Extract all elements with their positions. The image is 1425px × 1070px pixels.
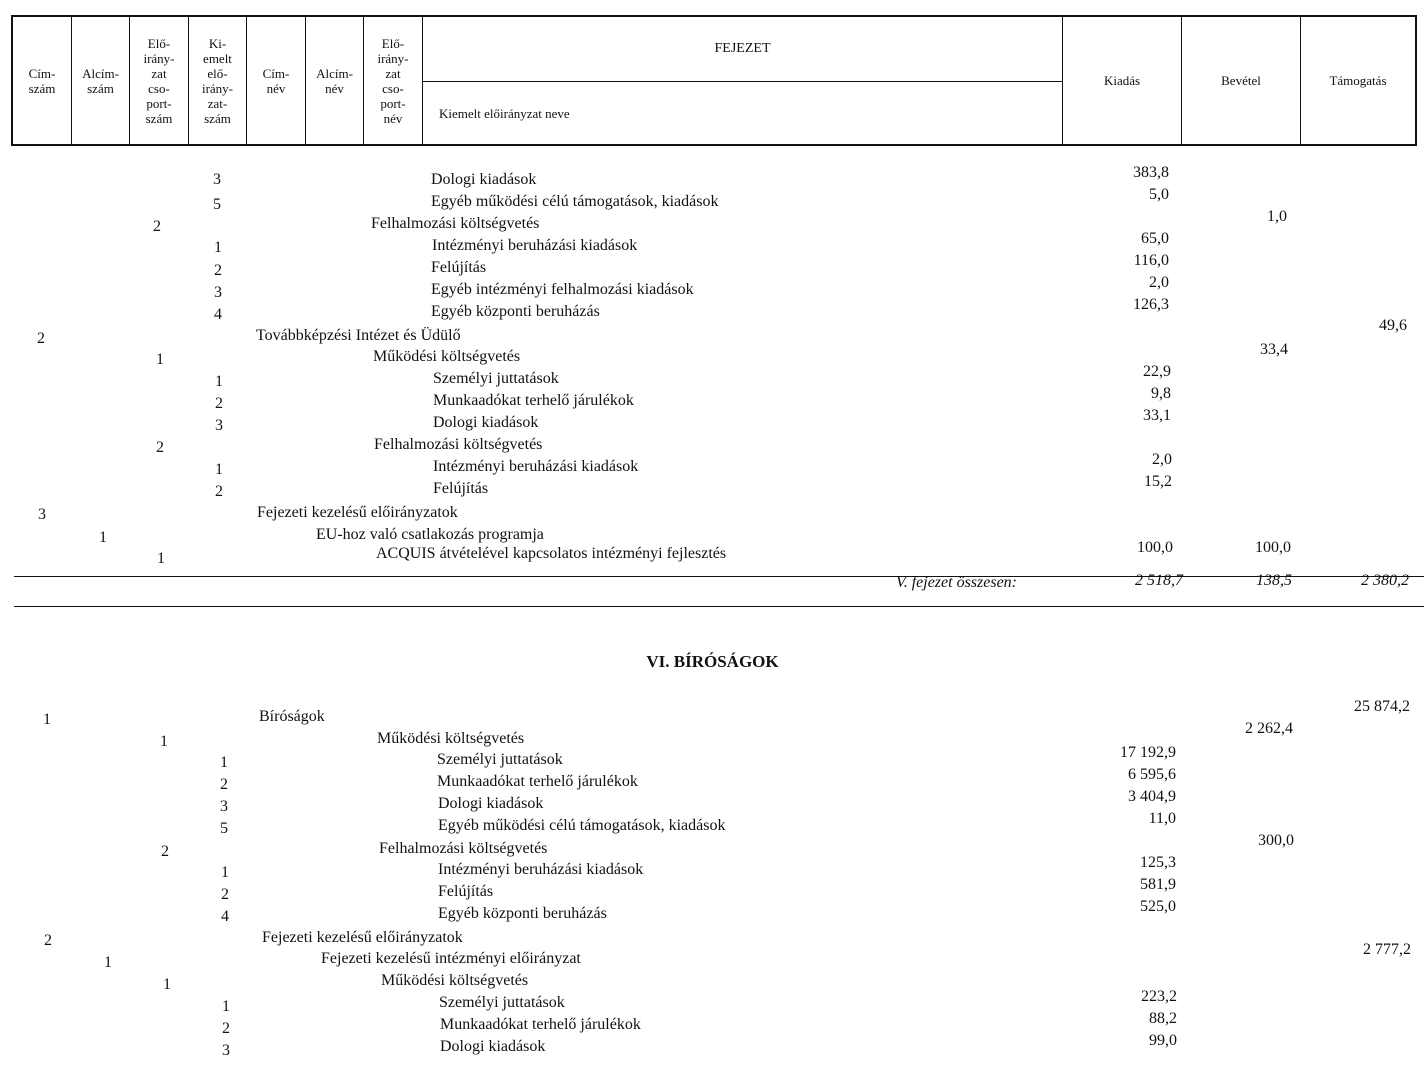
row-number: 2 [215,483,223,500]
row-bevetel: 33,4 [1260,341,1288,358]
row-label: Fejezeti kezelésű előirányzatok [257,504,458,521]
row-kiadas: 99,0 [1149,1032,1177,1049]
row-label: Felhalmozási költségvetés [374,436,543,453]
row-number: 1 [99,529,107,546]
row-number: 1 [222,998,230,1015]
row-label: Működési költségvetés [381,972,529,989]
table-row [0,186,1425,215]
row-label: Felhalmozási költségvetés [379,840,548,857]
divider-line [14,606,1424,607]
row-number: 3 [215,417,223,434]
row-label: ACQUIS átvételével kapcsolatos intézményi fejlesztés [376,545,727,562]
table-row [0,698,1425,730]
table-row [0,876,1425,905]
table-row [0,451,1425,480]
row-number: 2 [221,886,229,903]
table-row [0,230,1425,259]
header-alcimnev: Alcím- név [306,17,364,144]
row-number: 2 [220,776,228,793]
row-number: 4 [221,908,229,925]
row-kiadas: 6 595,6 [1128,766,1176,783]
total-kiadas: 2 518,7 [1135,572,1183,589]
row-kiadas: 223,2 [1141,988,1177,1005]
table-row [0,832,1425,862]
table-row [0,504,1425,526]
header-cimnev: Cím- név [247,17,306,144]
header-eloiranyzat-csoport-nev: Elő- irány- zat cso- port- név [364,17,423,144]
row-number: 2 [153,218,161,235]
row-number: 1 [221,864,229,881]
row-kiadas: 525,0 [1140,898,1176,915]
table-header [11,15,1417,146]
header-kiadas: Kiadás [1063,17,1182,144]
row-label: Fejezeti kezelésű előirányzatok [262,929,463,946]
table-row [0,898,1425,927]
header-tamogatas: Támogatás [1329,73,1387,88]
row-label: Fejezeti kezelésű intézményi előirányzat [321,950,581,967]
table-row [0,744,1425,773]
row-tamogatas: 25 874,2 [1354,698,1410,715]
row-label: Intézményi beruházási kiadások [432,237,638,254]
row-bevetel: 300,0 [1258,832,1294,849]
row-tamogatas: 49,6 [1379,317,1407,334]
row-number: 1 [160,733,168,750]
row-label: Működési költségvetés [373,348,521,365]
row-kiadas: 65,0 [1141,230,1169,247]
row-number: 3 [213,171,221,188]
row-label: Egyéb központi beruházás [431,303,600,320]
table-row [0,929,1425,951]
row-number: 3 [222,1042,230,1059]
row-number: 1 [104,954,112,971]
row-kiadas: 17 192,9 [1120,744,1176,761]
row-label: Felújítás [433,480,489,497]
total-label: V. fejezet összesen: [895,574,1017,591]
table-row [0,436,1425,458]
row-number: 1 [214,239,222,256]
row-label: Felújítás [438,883,494,900]
header-bevetel: Bevétel [1182,17,1301,144]
row-label: Munkaadókat terhelő járulékok [437,773,638,790]
row-number: 5 [213,196,221,213]
row-label: Egyéb központi beruházás [438,905,607,922]
row-kiadas: 383,8 [1133,164,1169,181]
total-bevetel: 138,5 [1256,572,1292,589]
row-number: 2 [156,439,164,456]
table-row [0,1032,1425,1060]
row-kiadas: 125,3 [1140,854,1176,871]
table-row [0,274,1425,303]
table-row [0,296,1425,325]
table-row [0,1010,1425,1038]
table-row [0,766,1425,795]
row-kiadas: 9,8 [1151,385,1171,402]
row-kiadas: 116,0 [1133,252,1169,269]
divider-line [14,576,1424,577]
row-number: 1 [215,373,223,390]
row-kiadas: 15,2 [1144,473,1172,490]
row-number: 5 [220,820,228,837]
table-row [0,385,1425,414]
table-row [0,810,1425,839]
row-number: 2 [215,395,223,412]
row-tamogatas: 2 777,2 [1363,941,1411,958]
row-kiadas: 126,3 [1133,296,1169,313]
header-cimszam: Cím- szám [13,17,72,144]
row-number: 1 [156,351,164,368]
row-number: 1 [163,976,171,993]
table-row [0,972,1425,994]
row-number: 1 [215,461,223,478]
table-row [0,788,1425,817]
total-tamogatas: 2 380,2 [1361,572,1409,589]
row-label: Működési költségvetés [377,730,525,747]
row-number: 3 [220,798,228,815]
row-label: Továbbképzési Intézet és Üdülő [256,327,461,344]
row-number: 1 [157,550,165,567]
row-number: 1 [43,711,51,728]
section-title: VI. BÍRÓSÁGOK [646,652,779,671]
header-alcimszam: Alcím- szám [72,17,130,144]
row-label: Intézményi beruházási kiadások [433,458,639,475]
table-row [0,988,1425,1016]
header-eloiranyzat-csoport-szam: Elő- irány- zat cso- port- szám [130,17,189,144]
row-kiadas: 5,0 [1149,186,1169,203]
row-label: Dologi kiadások [431,171,537,188]
row-kiadas: 2,0 [1152,451,1172,468]
row-label: Egyéb működési célú támogatások, kiadások [431,193,719,210]
table-row [0,720,1425,752]
row-label: Munkaadókat terhelő járulékok [433,392,634,409]
row-label: Munkaadókat terhelő járulékok [440,1016,641,1033]
row-label: Dologi kiadások [438,795,544,812]
row-number: 4 [214,306,222,323]
row-label: Bíróságok [259,708,325,725]
table-row [0,317,1425,349]
table-row [0,164,1425,193]
row-bevetel: 2 262,4 [1245,720,1293,737]
row-label: Személyi juttatások [439,994,565,1011]
row-kiadas: 3 404,9 [1128,788,1176,805]
row-number: 3 [38,506,46,523]
row-label: Intézményi beruházási kiadások [438,861,644,878]
table-row [0,539,1425,567]
row-label: Dologi kiadások [440,1038,546,1055]
row-kiadas: 2,0 [1149,274,1169,291]
table-row [0,941,1425,972]
row-label: Személyi juttatások [437,751,563,768]
row-label: Egyéb működési célú támogatások, kiadások [438,817,726,834]
row-kiadas: 581,9 [1140,876,1176,893]
header-kiemelt-eloiranyzat-szam: Ki- emelt elő- irány- zat- szám [189,17,247,144]
table-row [0,473,1425,502]
row-number: 2 [222,1020,230,1037]
row-label: EU-hoz való csatlakozás programja [316,526,544,543]
row-number: 2 [161,843,169,860]
header-kiemelt-nev: Kiemelt előirányzat neve [423,82,1063,146]
row-number: 3 [214,284,222,301]
table-row [0,407,1425,436]
row-label: Egyéb intézményi felhalmozási kiadások [431,281,694,298]
table-row [0,208,1425,237]
row-kiadas: 22,9 [1143,363,1171,380]
row-number: 1 [220,754,228,771]
row-kiadas: 33,1 [1143,407,1171,424]
row-label: Felhalmozási költségvetés [371,215,540,232]
row-number: 2 [37,330,45,347]
row-kiadas: 11,0 [1148,810,1176,827]
row-label: Személyi juttatások [433,370,559,387]
row-number: 2 [214,262,222,279]
table-row [0,341,1425,370]
row-bevetel: 100,0 [1255,539,1291,556]
row-bevetel: 1,0 [1267,208,1287,225]
row-label: Dologi kiadások [433,414,539,431]
row-number: 2 [44,932,52,949]
row-kiadas: 100,0 [1137,539,1173,556]
row-label: Felújítás [431,259,487,276]
table-row [0,363,1425,392]
header-fejezet: FEJEZET [423,17,1063,82]
table-row [0,854,1425,883]
table-row [0,252,1425,281]
row-kiadas: 88,2 [1149,1010,1177,1027]
